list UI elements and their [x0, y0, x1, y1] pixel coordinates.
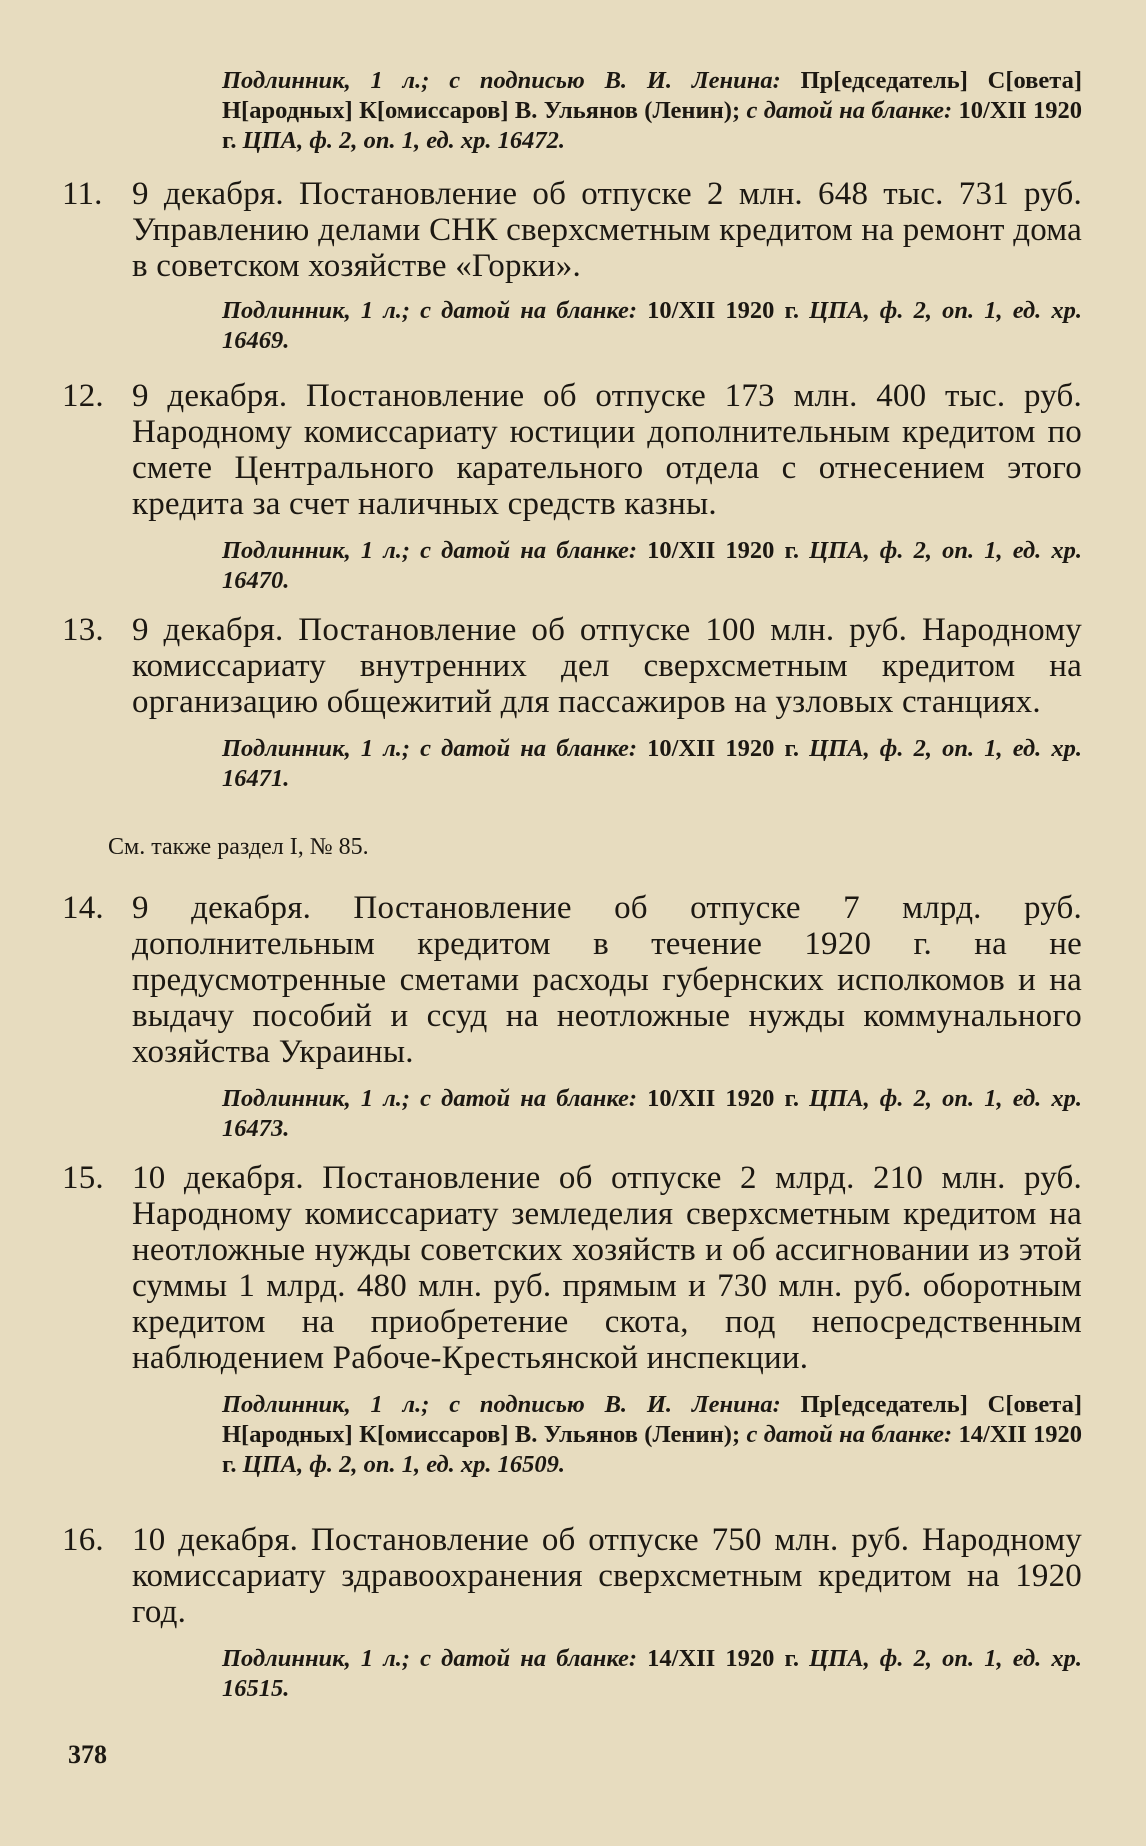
- note-signature: Пр[едседатель]: [800, 67, 968, 94]
- note-prefix: Подлинник, 1 л.; с датой на бланке:: [222, 1645, 638, 1672]
- entry-16: [62, 1522, 1082, 1704]
- note-reference: ЦПА, ф. 2, оп. 1, ед. хр. 16515.: [222, 1645, 1082, 1702]
- note-date: 10/XII 1920 г.: [647, 537, 799, 564]
- see-also: См. также раздел I, № 85.: [108, 834, 369, 860]
- entry-note: [222, 1644, 1082, 1704]
- note-date: 10/XII 1920 г.: [647, 297, 799, 324]
- note-prefix: Подлинник, 1 л.; с датой на бланке:: [222, 1085, 638, 1112]
- note-date: 10/XII 1920 г.: [647, 735, 799, 762]
- note-date: 10/XII 1920 г.: [647, 1085, 799, 1112]
- note-reference: ЦПА, ф. 2, оп. 1, ед. хр. 16471.: [222, 735, 1082, 792]
- note-signature: Пр[едседатель]: [800, 1391, 968, 1418]
- note-reference: ЦПА, ф. 2, оп. 1, ед. хр. 16473.: [222, 1085, 1082, 1142]
- entry-note: [222, 1390, 1082, 1480]
- note-date: 10/XII 1920 г.: [222, 97, 1083, 154]
- entry-text: 9 декабря. Постановление об отпуске 100 млн. руб. Народному комиссариату внутренних дел сверхсметным кредитом на организацию общежитий для пассажиров на узловых станциях.: [132, 612, 1082, 720]
- note-signature-2: С[овета] Н[ародных] К[омиссаров] В. Ульянов (Ленин);: [222, 1391, 1082, 1448]
- entry-text: 9 декабря. Постановление об отпуске 2 млн. 648 тыс. 731 руб. Управлению делами СНК сверхсметным кредитом на ремонт дома в советском хозяйстве «Горки».: [132, 176, 1082, 284]
- note-reference: ЦПА, ф. 2, оп. 1, ед. хр. 16472.: [242, 127, 566, 154]
- entry-15: [62, 1160, 1082, 1480]
- entry-text: 9 декабря. Постановление об отпуске 7 млрд. руб. дополнительным кредитом в течение 1920 г. на не предусмотренные сметами расходы губернских исполкомов и на выдачу пособий и ссуд на неотложные нужды коммунального хозяйства Украины.: [132, 890, 1082, 1070]
- entry-note: [222, 734, 1082, 794]
- entry-number: 14.: [62, 890, 104, 926]
- entry-note: [222, 536, 1082, 596]
- note-signature-2: С[овета] Н[ародных] К[омиссаров] В. Ульянов (Ленин);: [222, 67, 1082, 124]
- entry-12: [62, 378, 1082, 596]
- note-date: 14/XII 1920 г.: [647, 1645, 799, 1672]
- top-note-block: [62, 66, 1082, 156]
- note-reference: ЦПА, ф. 2, оп. 1, ед. хр. 16509.: [242, 1451, 566, 1478]
- entry-number: 15.: [62, 1160, 104, 1196]
- top-note: [222, 66, 1082, 156]
- note-prefix: Подлинник, 1 л.; с датой на бланке:: [222, 537, 638, 564]
- note-date: 14/XII 1920 г.: [222, 1421, 1083, 1478]
- note-date-label: с датой на бланке:: [746, 97, 953, 124]
- note-reference: ЦПА, ф. 2, оп. 1, ед. хр. 16469.: [222, 297, 1082, 354]
- note-prefix: Подлинник, 1 л.; с датой на бланке:: [222, 297, 638, 324]
- entry-text: 9 декабря. Постановление об отпуске 173 млн. 400 тыс. руб. Народному комиссариату юстиции дополнительным кредитом по смете Центрального карательного отдела с отнесением этого кредита за счет наличных средств казны.: [132, 378, 1082, 522]
- note-prefix: Подлинник, 1 л.; с датой на бланке:: [222, 735, 638, 762]
- entry-note: [222, 296, 1082, 356]
- page-number: 378: [68, 1740, 107, 1769]
- note-reference: ЦПА, ф. 2, оп. 1, ед. хр. 16470.: [222, 537, 1082, 594]
- entry-number: 13.: [62, 612, 104, 648]
- entry-number: 11.: [62, 176, 103, 212]
- entry-note: [222, 1084, 1082, 1144]
- entry-11: [62, 176, 1082, 356]
- entry-text: 10 декабря. Постановление об отпуске 2 млрд. 210 млн. руб. Народному комиссариату земледелия сверхсметным кредитом на неотложные нужды советских хозяйств и об ассигновании из этой суммы 1 млрд. 480 млн. руб. прямым и 730 млн. руб. оборотным кредитом на приобретение скота, под непосредственным наблюдением Рабоче-Крестьянской инспекции.: [132, 1160, 1082, 1376]
- entry-13: [62, 612, 1082, 794]
- entry-text: 10 декабря. Постановление об отпуске 750 млн. руб. Народному комиссариату здравоохранения сверхсметным кредитом на 1920 год.: [132, 1522, 1082, 1630]
- entry-number: 16.: [62, 1522, 104, 1558]
- entry-number: 12.: [62, 378, 104, 414]
- note-prefix: Подлинник, 1 л.; с подписью В. И. Ленина:: [222, 1391, 781, 1418]
- note-prefix: Подлинник, 1 л.; с подписью В. И. Ленина:: [222, 67, 781, 94]
- entry-14: [62, 890, 1082, 1144]
- note-date-label: с датой на бланке:: [746, 1421, 953, 1448]
